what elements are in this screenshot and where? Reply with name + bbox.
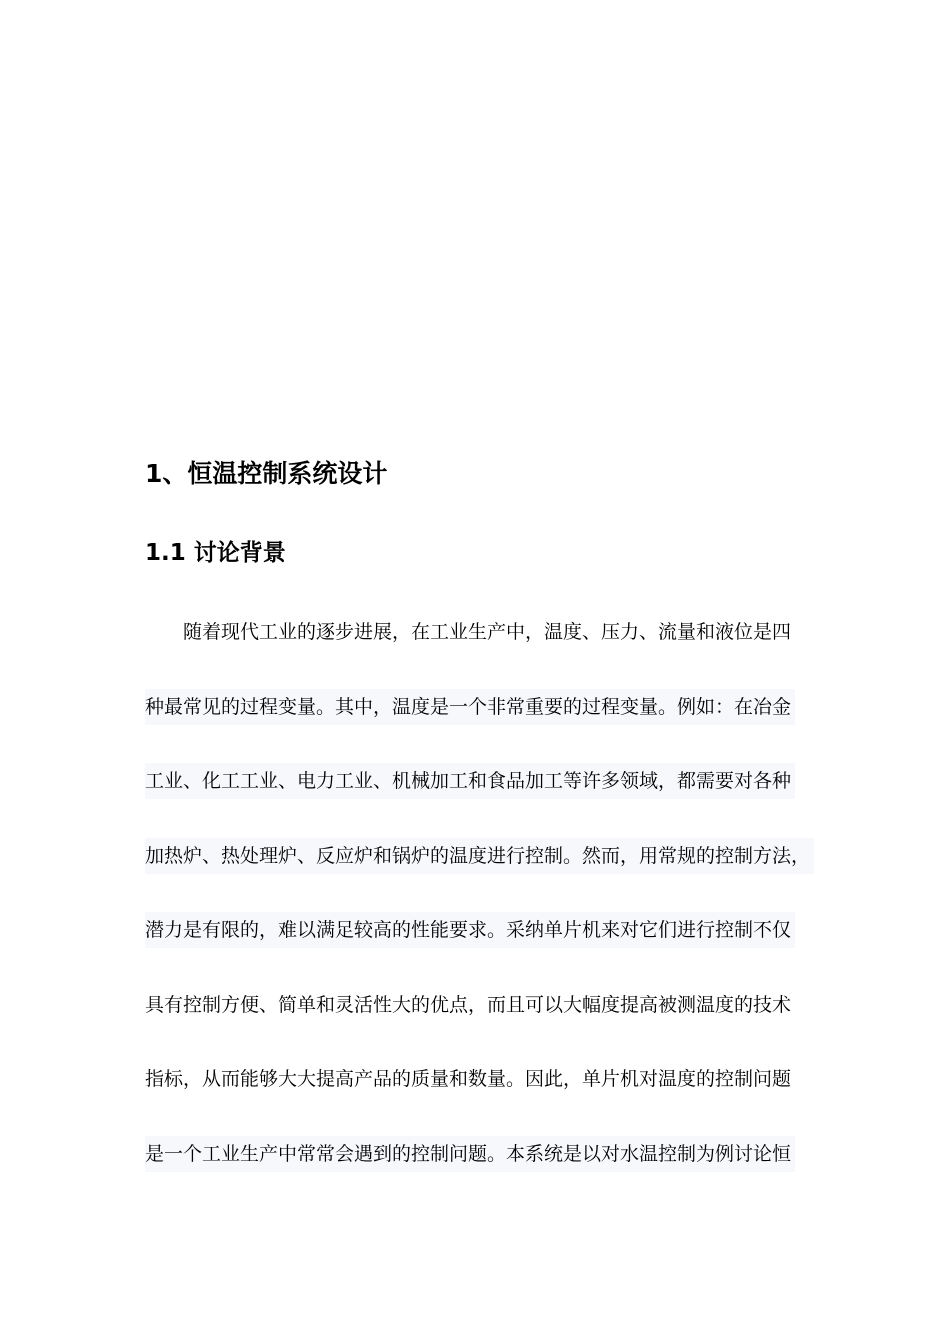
paragraph-line-text: 潜力是有限的，难以满足较高的性能要求。采纳单片机来对它们进行控制不仅 [145,912,795,948]
subsection-heading: 1.1 讨论背景 [145,540,286,566]
paragraph-line-text: 随着现代工业的逐步进展，在工业生产中，温度、压力、流量和液位是四 [183,621,792,643]
section-heading: 1、恒温控制系统设计 [145,459,388,488]
paragraph-line [145,763,825,838]
body-paragraph [145,614,825,1210]
paragraph-line-text: 加热炉、热处理炉、反应炉和锅炉的温度进行控制。然而，用常规的控制方法， [145,838,814,874]
paragraph-line [145,838,825,913]
paragraph-line-text: 具有控制方便、简单和灵活性大的优点，而且可以大幅度提高被测温度的技术 [145,993,792,1016]
paragraph-line [145,1136,825,1211]
paragraph-line [145,987,825,1062]
paragraph-line [145,614,825,689]
paragraph-line [145,689,825,764]
paragraph-line [145,912,825,987]
paragraph-line-text: 指标，从而能够大大提高产品的质量和数量。因此，单片机对温度的控制问题 [145,1068,792,1090]
paragraph-line [145,1061,825,1136]
paragraph-line-text: 是一个工业生产中常常会遇到的控制问题。本系统是以对水温控制为例讨论恒 [145,1136,795,1172]
paragraph-line-text: 种最常见的过程变量。其中，温度是一个非常重要的过程变量。例如：在冶金 [145,689,795,725]
paragraph-line-text: 工业、化工工业、电力工业、机械加工和食品加工等许多领域，都需要对各种 [145,763,795,799]
